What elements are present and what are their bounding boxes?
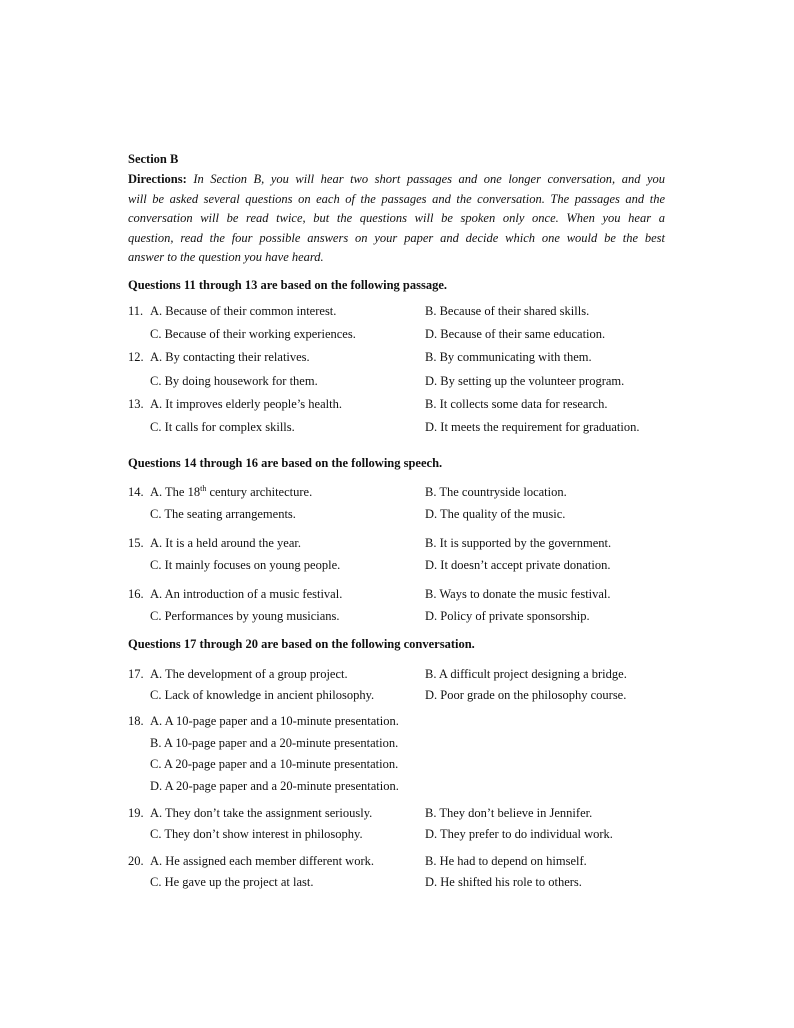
option-b: B. They don’t believe in Jennifer. — [425, 806, 593, 820]
option-c: C. By doing housework for them. — [150, 374, 318, 388]
option-d: D. By setting up the volunteer program. — [425, 374, 625, 388]
option-a: A. It improves elderly people’s health. — [150, 397, 342, 411]
option-a-text-pre: A. The 18 — [150, 485, 201, 499]
option-d: D. Policy of private sponsorship. — [425, 609, 590, 623]
option-b: B. Because of their shared skills. — [425, 304, 590, 318]
option-a: A. It is a held around the year. — [150, 536, 301, 550]
option-b: B. By communicating with them. — [425, 350, 592, 364]
question-number: 15. — [128, 536, 144, 550]
directions-line-1 — [128, 171, 665, 187]
group-heading-1: Questions 11 through 13 are based on the following passage. — [128, 278, 448, 292]
option-a-text-post: century architecture. — [206, 485, 313, 499]
option-b: B. A difficult project designing a bridge. — [425, 667, 627, 681]
option-d: D. A 20-page paper and a 20-minute presentation. — [150, 779, 399, 793]
option-c: C. They don’t show interest in philosophy. — [150, 827, 363, 841]
question-number: 19. — [128, 806, 144, 820]
option-d: D. They prefer to do individual work. — [425, 827, 613, 841]
option-b: B. The countryside location. — [425, 485, 567, 499]
option-d: D. It doesn’t accept private donation. — [425, 558, 611, 572]
group-heading-2: Questions 14 through 16 are based on the following speech. — [128, 456, 443, 470]
option-a — [150, 484, 312, 500]
question-number: 11. — [128, 304, 144, 318]
option-a: A. The development of a group project. — [150, 667, 348, 681]
question-number: 14. — [128, 485, 144, 499]
option-a: A. By contacting their relatives. — [150, 350, 310, 364]
option-d: D. Because of their same education. — [425, 327, 606, 341]
option-c: C. Because of their working experiences. — [150, 327, 356, 341]
option-c: C. Performances by young musicians. — [150, 609, 340, 623]
option-c: C. He gave up the project at last. — [150, 875, 314, 889]
option-d: D. The quality of the music. — [425, 507, 566, 521]
option-a: A. An introduction of a music festival. — [150, 587, 343, 601]
question-number: 17. — [128, 667, 144, 681]
option-c: C. It mainly focuses on young people. — [150, 558, 341, 572]
directions-text-1: In Section B, you will hear two short passages and one longer conversation, and you — [193, 172, 665, 186]
option-c: C. The seating arrangements. — [150, 507, 296, 521]
question-number: 18. — [128, 714, 144, 728]
directions-line-4: question, read the four possible answers on your paper and decide which one would be the best — [128, 231, 665, 245]
option-a: A. Because of their common interest. — [150, 304, 337, 318]
option-a-superscript: th — [200, 484, 207, 493]
option-b: B. It collects some data for research. — [425, 397, 608, 411]
option-c: C. It calls for complex skills. — [150, 420, 295, 434]
option-c: C. Lack of knowledge in ancient philosophy. — [150, 688, 375, 702]
group-heading-3: Questions 17 through 20 are based on the following conversation. — [128, 637, 475, 651]
option-b: B. A 10-page paper and a 20-minute presentation. — [150, 736, 399, 750]
directions-line-2: will be asked several questions on each of the passages and the conversation. The passages and the — [128, 192, 665, 206]
option-a: A. A 10-page paper and a 10-minute presentation. — [150, 714, 399, 728]
question-number: 20. — [128, 854, 144, 868]
option-d: D. It meets the requirement for graduation. — [425, 420, 640, 434]
option-a: A. They don’t take the assignment seriously. — [150, 806, 373, 820]
section-title: Section B — [128, 152, 179, 166]
directions-line-3: conversation will be read twice, but the questions will be spoken only once. When you hear a — [128, 211, 665, 225]
option-c: C. A 20-page paper and a 10-minute presentation. — [150, 757, 399, 771]
option-d: D. Poor grade on the philosophy course. — [425, 688, 627, 702]
question-number: 16. — [128, 587, 144, 601]
question-number: 13. — [128, 397, 144, 411]
option-d: D. He shifted his role to others. — [425, 875, 582, 889]
question-number: 12. — [128, 350, 144, 364]
option-b: B. It is supported by the government. — [425, 536, 612, 550]
directions-label: Directions: — [128, 172, 187, 186]
option-a: A. He assigned each member different work. — [150, 854, 374, 868]
option-b: B. Ways to donate the music festival. — [425, 587, 611, 601]
option-b: B. He had to depend on himself. — [425, 854, 587, 868]
directions-line-5: answer to the question you have heard. — [128, 250, 324, 264]
